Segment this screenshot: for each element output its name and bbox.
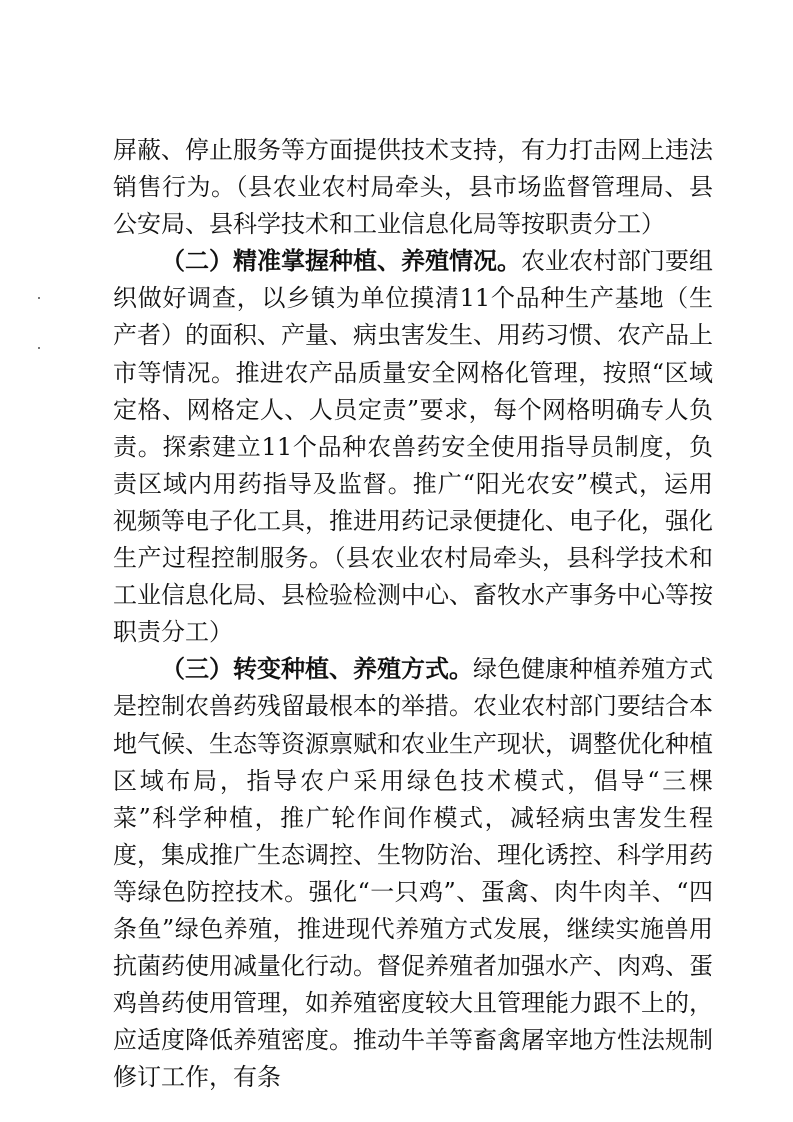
paragraph-1-text: 屏蔽、停止服务等方面提供技术支持，有力打击网上违法销售行为。（县农业农村局牵头，县市场监督管理局、县公安局、县科学技术和工业信息化局等按职责分工）: [113, 136, 713, 239]
margin-mark: [38, 347, 40, 349]
margin-mark: [38, 297, 40, 299]
paragraph-3: [113, 651, 713, 1096]
paragraph-2: [113, 243, 713, 651]
section-heading-2: （二）精准掌握种植、养殖情况。: [161, 247, 521, 276]
document-body: [113, 132, 713, 1096]
paragraph-2-text: 农业农村部门要组织做好调查，以乡镇为单位摸清11个品种生产基地（生产者）的面积、产量、病虫害发生、用药习惯、农产品上市等情况。推进农产品质量安全网格化管理，按照“区域定格、网格定人、人员定责”要求，每个网格明确专人负责。探索建立11个品种农兽药安全使用指导员制度，负责区域内用药指导及监督。推广“阳光农安”模式，运用视频等电子化工具，推进用药记录便捷化、电子化，强化生产过程控制服务。（县农业农村局牵头，县科学技术和工业信息化局、县检验检测中心、畜牧水产事务中心等按职责分工）: [113, 247, 713, 647]
paragraph-1: [113, 132, 713, 243]
section-heading-3: （三）转变种植、养殖方式。: [161, 655, 473, 684]
paragraph-3-text: 绿色健康种植养殖方式是控制农兽药残留最根本的举措。农业农村部门要结合本地气候、生态等资源禀赋和农业生产现状，调整优化种植区域布局，指导农户采用绿色技术模式，倡导“三棵菜”科学种植，推广轮作间作模式，减轻病虫害发生程度，集成推广生态调控、生物防治、理化诱控、科学用药等绿色防控技术。强化“一只鸡”、蛋禽、肉牛肉羊、“四条鱼”绿色养殖，推进现代养殖方式发展，继续实施兽用抗菌药使用减量化行动。督促养殖者加强水产、肉鸡、蛋鸡兽药使用管理，如养殖密度较大且管理能力跟不上的，应适度降低养殖密度。推动牛羊等畜禽屠宰地方性法规制修订工作，有条: [113, 655, 713, 1092]
